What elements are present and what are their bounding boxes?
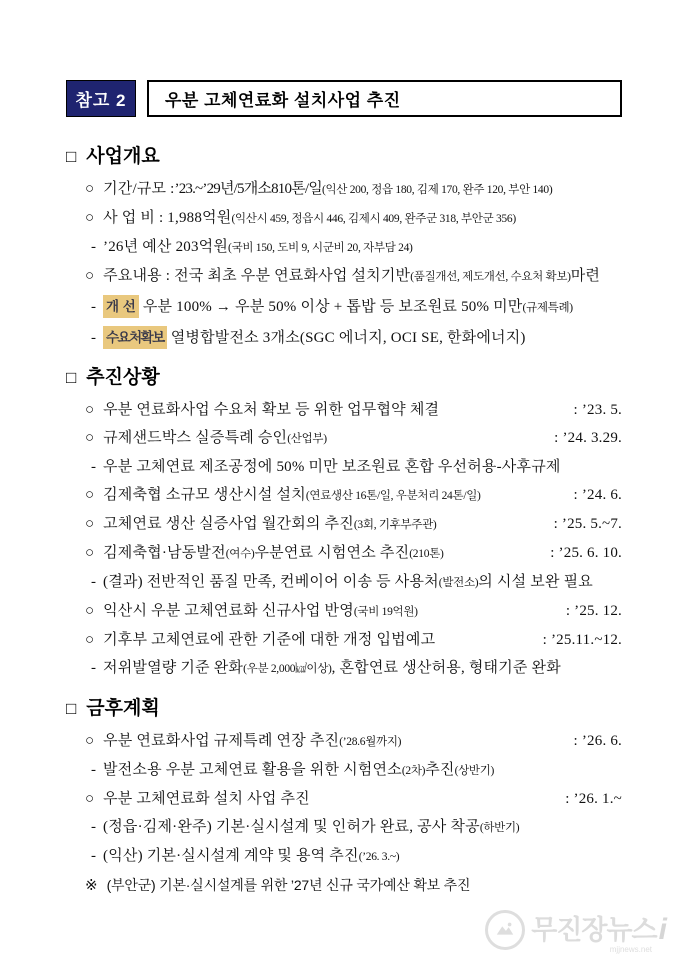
- dash-bullet: -: [91, 574, 96, 590]
- text-segment: (익산 200, 정읍 180, 김제 170, 완주 120, 부안 140): [321, 184, 553, 196]
- list-item: [66, 400, 622, 421]
- dash-bullet: -: [91, 848, 96, 864]
- dash-bullet: -: [91, 330, 96, 346]
- text-segment: (국비 150, 도비 9, 시군비 20, 자부담 24): [228, 242, 413, 254]
- list-subitem: [66, 295, 622, 319]
- text-segment: 김제축협·남동발전: [103, 545, 226, 561]
- text-segment: (부안군) 기본·실시설계를 위한 ’27년 신규 국가예산 확보 추진: [106, 877, 471, 893]
- text-segment: (’28.6월까지): [339, 736, 402, 748]
- circle-bullet: ○: [85, 268, 95, 284]
- text-segment: (우분 2,000㎉이상): [243, 663, 332, 675]
- list-subitem: [66, 572, 622, 594]
- text-segment: (발전소): [438, 577, 479, 589]
- text-segment: 익산시 우분 고체연료화 신규사업 반영: [103, 603, 354, 619]
- text-segment: 주요내용 : 전국 최초 우분 연료화사업 설치기반: [103, 268, 411, 284]
- text-segment: 발전소용 우분 고체연료 활용을 위한 시험연소: [103, 762, 402, 778]
- circle-bullet: ○: [85, 603, 95, 619]
- circle-bullet: ○: [85, 791, 95, 807]
- text-segment: (상반기): [454, 765, 495, 777]
- text-segment: 우분연료 시험연소 추진: [254, 545, 410, 561]
- text-segment: 저위발열량 기준 완화: [103, 660, 244, 676]
- watermark-i: i: [658, 913, 666, 946]
- text-segment: 의 시설 보완 필요: [478, 574, 593, 590]
- list-item: [66, 208, 622, 230]
- list-subitem: [66, 457, 622, 478]
- list-item: [66, 601, 622, 623]
- text-segment: (SGC 에너지, OCI SE, 한화에너지): [299, 330, 526, 346]
- highlight-label: 개 선: [103, 295, 139, 318]
- list-subitem: [66, 846, 622, 868]
- list-item: [66, 543, 622, 565]
- section-title: 추진상황: [86, 367, 160, 388]
- circle-bullet: ○: [85, 516, 95, 532]
- text-segment: (여수): [225, 548, 255, 560]
- square-bullet: □: [66, 147, 77, 166]
- note-bullet: ※: [85, 878, 98, 894]
- list-item: [66, 630, 622, 651]
- text-segment: 우분 연료화사업 규제특례 연장 추진: [103, 733, 340, 749]
- circle-bullet: ○: [85, 632, 95, 648]
- circle-bullet: ○: [85, 733, 95, 749]
- watermark-title: 무진장뉴스: [531, 915, 657, 945]
- text-segment: ’23.~’29년/5개소810톤/일: [174, 181, 322, 197]
- dash-bullet: -: [91, 299, 96, 315]
- section-overview: [66, 144, 622, 349]
- circle-bullet: ○: [85, 545, 95, 561]
- text-segment: (익산시 459, 정읍시 446, 김제시 409, 완주군 318, 부안군 356): [231, 213, 516, 225]
- note-item: [66, 875, 622, 897]
- circle-bullet: ○: [85, 487, 95, 503]
- list-item: [66, 485, 622, 507]
- square-bullet: □: [66, 368, 77, 387]
- text-segment: (’26. 3.~): [358, 851, 400, 863]
- watermark: [485, 910, 666, 954]
- text-segment: (210톤): [409, 548, 444, 560]
- list-item: [66, 179, 622, 201]
- date-value: : ’26. 1.~: [565, 791, 622, 807]
- date-value: : ’25.11.~12.: [542, 632, 622, 648]
- document-header: [66, 80, 622, 117]
- dash-bullet: -: [91, 819, 96, 835]
- watermark-name: [531, 913, 666, 954]
- text-segment: 김제축협 소규모 생산시설 설치: [103, 487, 306, 503]
- section-heading: [66, 365, 622, 391]
- text-segment: (산업부): [287, 433, 327, 445]
- text-segment: (2차): [401, 765, 426, 777]
- text-segment: 우분 고체연료 제조공정에 50% 미만 보조원료 혼합 우선허용-사후규제: [103, 459, 561, 475]
- circle-bullet: ○: [85, 402, 95, 418]
- text-segment: 고체연료 생산 실증사업 월간회의 추진: [103, 516, 354, 532]
- list-item: [66, 731, 622, 753]
- text-segment: (익산) 기본·실시설계 계약 및 용역 추진: [103, 848, 359, 864]
- text-segment: (품질개선, 제도개선, 수요처 확보): [410, 271, 571, 283]
- date-value: : ’25. 12.: [565, 603, 622, 619]
- dash-bullet: -: [91, 762, 96, 778]
- text-segment: , 혼합연료 생산허용, 형태기준 완화: [331, 660, 561, 676]
- date-value: : ’24. 6.: [573, 487, 622, 503]
- date-value: : ’25. 5.~7.: [553, 516, 622, 532]
- list-subitem: [66, 326, 622, 349]
- date-value: : ’26. 6.: [573, 733, 622, 749]
- text-segment: 마련: [570, 268, 601, 284]
- section-title: 사업개요: [86, 146, 160, 167]
- reference-badge: 참고 2: [66, 80, 136, 117]
- news-logo-icon: [485, 910, 525, 950]
- date-value: : ’25. 6. 10.: [550, 545, 622, 561]
- text-segment: (결과) 전반적인 품질 만족, 컨베이어 이송 등 사용처: [103, 574, 439, 590]
- text-segment: 기후부 고체연료에 관한 기준에 대한 개정 입법예고: [103, 632, 436, 648]
- circle-bullet: ○: [85, 181, 95, 197]
- text-segment: (정읍·김제·완주) 기본·실시설계 및 인허가 완료, 공사 착공: [103, 819, 480, 835]
- section-heading: [66, 144, 622, 170]
- text-segment: (규제특례): [522, 302, 573, 314]
- date-value: : ’24. 3.29.: [554, 430, 622, 446]
- page-title: 우분 고체연료화 설치사업 추진: [147, 80, 622, 117]
- section-heading: [66, 696, 622, 722]
- text-segment: 추진: [425, 762, 455, 778]
- text-segment: 우분 고체연료화 설치 사업 추진: [103, 791, 310, 807]
- list-item: [66, 266, 622, 288]
- list-subitem: [66, 237, 622, 259]
- text-segment: 기간/규모 :: [103, 181, 175, 197]
- circle-bullet: ○: [85, 210, 95, 226]
- text-segment: 우분 연료화사업 수요처 확보 등 위한 업무협약 체결: [103, 402, 440, 418]
- list-subitem: [66, 760, 622, 782]
- dash-bullet: -: [91, 239, 96, 255]
- section-progress: [66, 365, 622, 680]
- text-segment: ’26년 예산 203억원: [103, 239, 229, 255]
- list-item: [66, 514, 622, 536]
- text-segment: (하반기): [479, 822, 520, 834]
- dash-bullet: -: [91, 660, 96, 676]
- text-segment: 우분 100% → 우분 50% 이상 + 톱밥 등 보조원료 50% 미만: [142, 299, 523, 315]
- square-bullet: □: [66, 699, 77, 718]
- text-segment: (국비 19억원): [353, 606, 418, 618]
- text-segment: (연료생산 16톤/일, 우분처리 24톤/일): [305, 490, 481, 502]
- list-item: [66, 789, 622, 810]
- text-segment: 사 업 비 : 1,988억원: [103, 210, 232, 226]
- section-future-plan: [66, 696, 622, 897]
- text-segment: 규제샌드박스 실증특례 승인: [103, 430, 288, 446]
- section-title: 금후계획: [86, 698, 160, 719]
- highlight-label: 수요처확보: [103, 326, 167, 349]
- list-subitem: [66, 658, 622, 680]
- text-segment: 열병합발전소 3개소: [170, 330, 300, 346]
- text-segment: (3회, 기후부주관): [353, 519, 437, 531]
- list-subitem: [66, 817, 622, 839]
- list-item: [66, 428, 622, 450]
- circle-bullet: ○: [85, 430, 95, 446]
- date-value: : ’23. 5.: [573, 402, 622, 418]
- watermark-url: mjjnews.net: [609, 945, 652, 954]
- dash-bullet: -: [91, 459, 96, 475]
